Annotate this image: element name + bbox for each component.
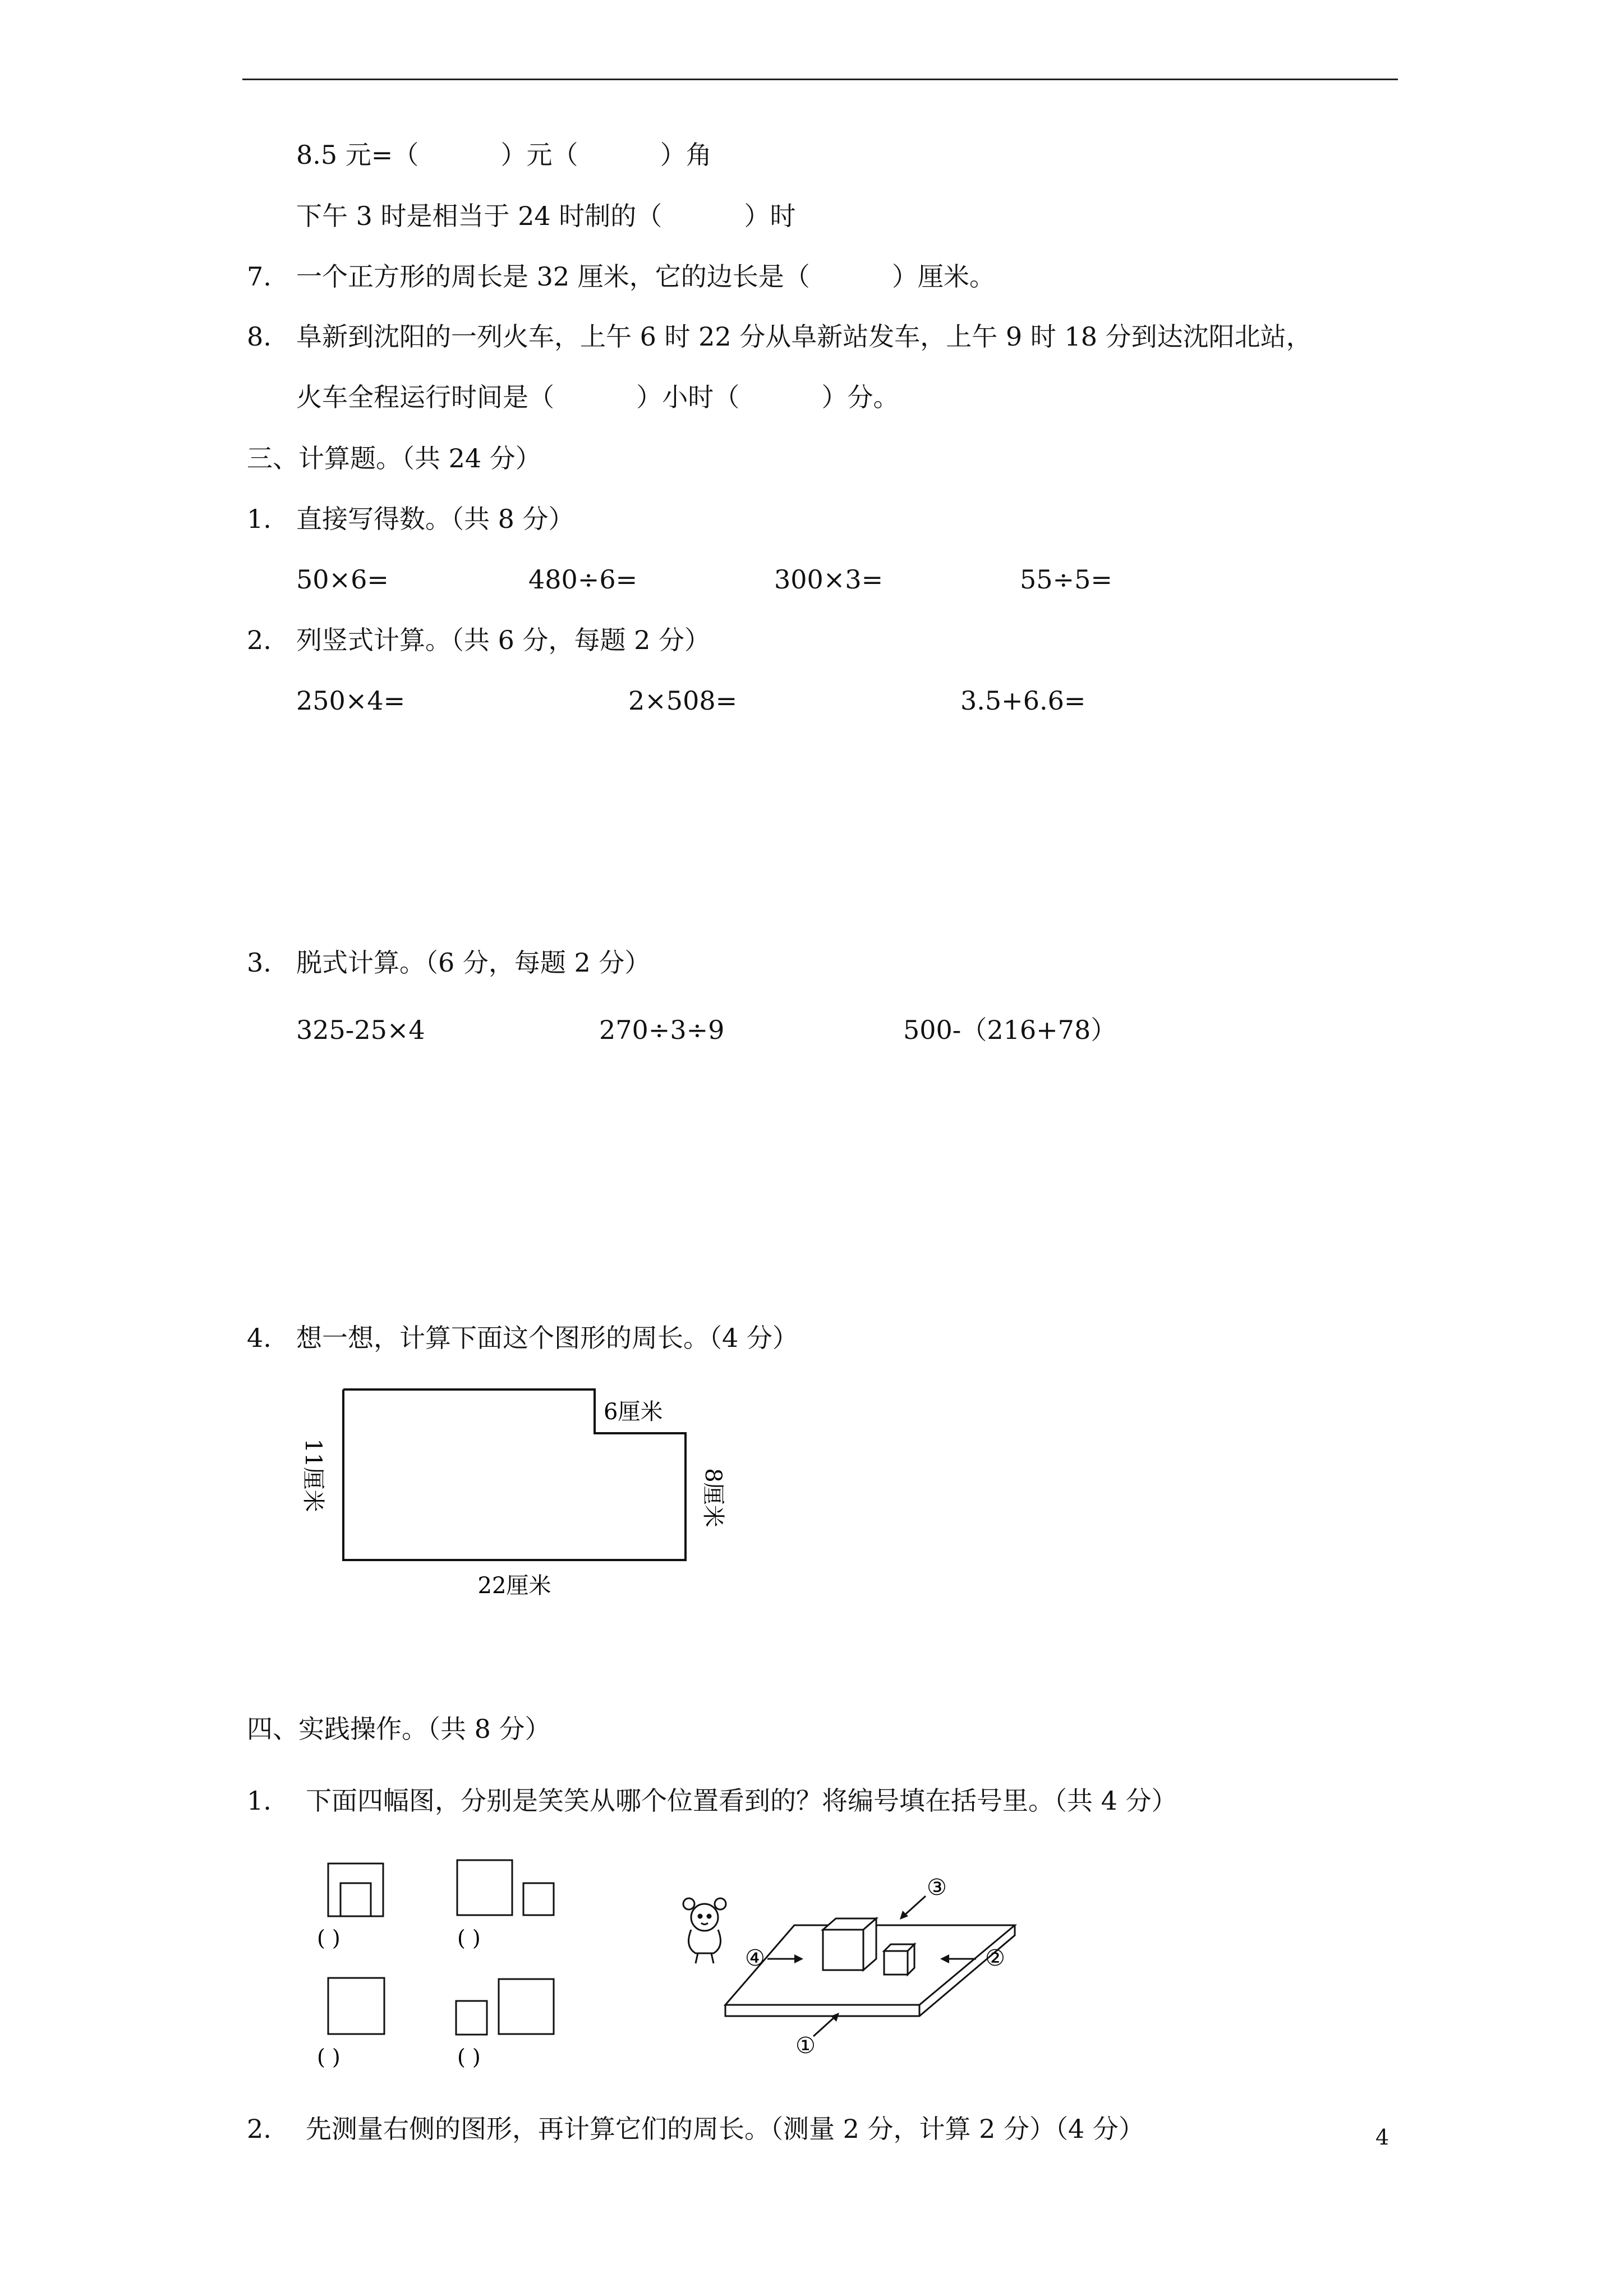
stepwise-calc-3: 500-（216+78） [903, 1015, 1117, 1045]
section-4-title: 四、实践操作。（共 8 分） [247, 1714, 551, 1744]
s4-q2-text: 先测量右侧的图形，再计算它们的周长。（测量 2 分，计算 2 分）（4 分） [306, 2114, 1144, 2144]
marker-4: ④ [745, 1945, 765, 1971]
view-b-small-square [523, 1883, 554, 1915]
s4-q2-number: 2. [247, 2114, 272, 2144]
s3-q2-number: 2. [247, 625, 272, 655]
view-d-big-square [499, 1979, 554, 2034]
board-scene [725, 1875, 1015, 2059]
view-b-big-square [457, 1860, 512, 1915]
s4-q1-number: 1. [247, 1786, 272, 1816]
vertical-calc-3: 3.5+6.6= [960, 685, 1086, 716]
marker-3: ③ [927, 1875, 947, 1901]
label-11cm: 11厘米 [300, 1438, 326, 1512]
vertical-calc-1: 250×4= [296, 685, 406, 716]
stepwise-calc-1: 325-25×4 [296, 1015, 425, 1045]
stepwise-calc-2: 270÷3÷9 [599, 1015, 725, 1045]
q7-number: 7. [247, 261, 272, 292]
marker-1: ① [795, 2033, 816, 2059]
q8-text-line2: 火车全程运行时间是（ ）小时（ ）分。 [296, 382, 899, 412]
s3-q2-text: 列竖式计算。（共 6 分，每题 2 分） [296, 625, 711, 655]
q7-text: 一个正方形的周长是 32 厘米，它的边长是（ ）厘米。 [296, 261, 995, 292]
label-22cm: 22厘米 [477, 1573, 551, 1599]
girl-figure-icon [683, 1898, 726, 1963]
small-cube-front [884, 1951, 908, 1975]
view-d-blank: ( ) [457, 2045, 481, 2069]
s4-q1-text: 下面四幅图，分别是笑笑从哪个位置看到的？将编号填在括号里。（共 4 分） [306, 1786, 1177, 1816]
s3-q3-text: 脱式计算。（6 分，每题 2 分） [296, 947, 651, 978]
oral-calc-4: 55÷5= [1020, 564, 1112, 595]
view-a-big-square [328, 1864, 383, 1916]
section-3-title: 三、计算题。（共 24 分） [247, 443, 541, 473]
label-6cm: 6厘米 [604, 1399, 663, 1425]
label-8cm: 8厘米 [700, 1468, 726, 1527]
vertical-calc-2: 2×508= [628, 685, 738, 716]
view-c-blank: ( ) [317, 2045, 341, 2069]
s3-q4-text: 想一想，计算下面这个图形的周长。（4 分） [296, 1323, 798, 1353]
q6-line-time: 下午 3 时是相当于 24 时制的（ ）时 [296, 201, 796, 231]
view-a-small-square [341, 1883, 371, 1916]
page-number: 4 [1375, 2125, 1390, 2150]
view-c-square [328, 1978, 384, 2034]
s3-q1-text: 直接写得数。（共 8 分） [296, 504, 574, 534]
oral-calc-2: 480÷6= [528, 564, 638, 595]
view-b-blank: ( ) [457, 1926, 481, 1950]
oral-calc-1: 50×6= [296, 564, 389, 595]
marker-2: ② [985, 1945, 1005, 1971]
oral-calc-3: 300×3= [774, 564, 884, 595]
s3-q3-number: 3. [247, 947, 272, 978]
s3-q4-number: 4. [247, 1323, 272, 1353]
view-d-small-square [456, 2001, 487, 2035]
view-a-blank: ( ) [317, 1926, 341, 1950]
q8-text-line1: 阜新到沈阳的一列火车，上午 6 时 22 分从阜新站发车，上午 9 时 18 分到达沈阳北站， [296, 321, 1312, 352]
q6-line-yuan: 8.5 元=（ ）元（ ）角 [296, 140, 712, 170]
big-cube-front [823, 1930, 863, 1970]
q8-number: 8. [247, 321, 272, 352]
s3-q1-number: 1. [247, 504, 272, 534]
